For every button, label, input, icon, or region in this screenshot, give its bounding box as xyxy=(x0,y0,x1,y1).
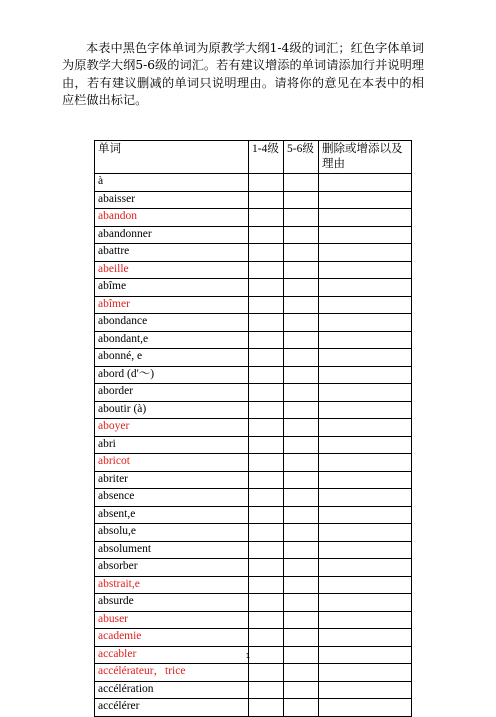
remarks-cell[interactable] xyxy=(319,506,412,524)
word-cell: absent,e xyxy=(95,506,249,524)
level-5-6-cell[interactable] xyxy=(284,436,319,454)
word-cell: abandon xyxy=(95,209,249,227)
level-5-6-cell[interactable] xyxy=(284,279,319,297)
level-1-4-cell[interactable] xyxy=(249,209,284,227)
table-row xyxy=(95,174,412,192)
page-number: 1 xyxy=(245,652,251,660)
table-row xyxy=(95,576,412,594)
remarks-cell[interactable] xyxy=(319,226,412,244)
word-cell: abri xyxy=(95,436,249,454)
level-1-4-cell[interactable] xyxy=(249,506,284,524)
level-5-6-cell[interactable] xyxy=(284,594,319,612)
word-cell: aboyer xyxy=(95,419,249,437)
level-5-6-cell[interactable] xyxy=(284,209,319,227)
level-5-6-cell[interactable] xyxy=(284,401,319,419)
remarks-cell[interactable] xyxy=(319,471,412,489)
level-5-6-cell[interactable] xyxy=(284,471,319,489)
level-1-4-cell[interactable] xyxy=(249,594,284,612)
level-5-6-cell[interactable] xyxy=(284,349,319,367)
table-row xyxy=(95,541,412,559)
table-row xyxy=(95,226,412,244)
level-1-4-cell[interactable] xyxy=(249,384,284,402)
remarks-cell[interactable] xyxy=(319,559,412,577)
remarks-cell[interactable] xyxy=(319,436,412,454)
level-5-6-cell[interactable] xyxy=(284,629,319,647)
word-cell: abriter xyxy=(95,471,249,489)
word-cell: abattre xyxy=(95,244,249,262)
word-cell: abuser xyxy=(95,611,249,629)
table-row xyxy=(95,506,412,524)
table-row xyxy=(95,664,412,682)
table-row xyxy=(95,314,412,332)
table-row xyxy=(95,366,412,384)
table-row xyxy=(95,471,412,489)
table-row xyxy=(95,524,412,542)
word-cell: aboutir (à) xyxy=(95,401,249,419)
word-cell: abord (d'～) xyxy=(95,366,249,384)
word-cell: absorber xyxy=(95,559,249,577)
table-row xyxy=(95,489,412,507)
word-cell: accabler xyxy=(95,646,249,664)
remarks-cell[interactable] xyxy=(319,629,412,647)
level-5-6-cell[interactable] xyxy=(284,419,319,437)
table-row xyxy=(95,384,412,402)
level-5-6-cell[interactable] xyxy=(284,664,319,682)
level-1-4-cell[interactable] xyxy=(249,611,284,629)
table-row xyxy=(95,594,412,612)
table-row xyxy=(95,401,412,419)
level-1-4-cell[interactable] xyxy=(249,699,284,717)
word-cell: academie xyxy=(95,629,249,647)
word-cell: absolu,e xyxy=(95,524,249,542)
remarks-cell[interactable] xyxy=(319,191,412,209)
word-cell: abandonner xyxy=(95,226,249,244)
level-1-4-cell[interactable] xyxy=(249,244,284,262)
remarks-cell[interactable] xyxy=(319,279,412,297)
remarks-cell[interactable] xyxy=(319,524,412,542)
table-header-row xyxy=(95,141,412,174)
level-5-6-cell[interactable] xyxy=(284,506,319,524)
remarks-cell[interactable] xyxy=(319,489,412,507)
remarks-cell[interactable] xyxy=(319,576,412,594)
table-row xyxy=(95,331,412,349)
table-row xyxy=(95,209,412,227)
level-5-6-cell[interactable] xyxy=(284,541,319,559)
table-row xyxy=(95,296,412,314)
level-5-6-cell[interactable] xyxy=(284,454,319,472)
table-row xyxy=(95,436,412,454)
level-5-6-cell[interactable] xyxy=(284,681,319,699)
remarks-cell[interactable] xyxy=(319,296,412,314)
level-5-6-cell[interactable] xyxy=(284,191,319,209)
level-5-6-cell[interactable] xyxy=(284,226,319,244)
level-5-6-cell[interactable] xyxy=(284,576,319,594)
level-1-4-cell[interactable] xyxy=(249,191,284,209)
word-cell: abîme xyxy=(95,279,249,297)
remarks-cell[interactable] xyxy=(319,664,412,682)
level-1-4-cell[interactable] xyxy=(249,576,284,594)
level-1-4-cell[interactable] xyxy=(249,541,284,559)
word-cell: absurde xyxy=(95,594,249,612)
level-1-4-cell[interactable] xyxy=(249,401,284,419)
header-word: 单词 xyxy=(95,141,249,174)
word-cell: abaisser xyxy=(95,191,249,209)
remarks-cell[interactable] xyxy=(319,349,412,367)
remarks-cell[interactable] xyxy=(319,174,412,192)
table-row xyxy=(95,454,412,472)
remarks-cell[interactable] xyxy=(319,314,412,332)
level-5-6-cell[interactable] xyxy=(284,261,319,279)
level-5-6-cell[interactable] xyxy=(284,331,319,349)
level-5-6-cell[interactable] xyxy=(284,524,319,542)
remarks-cell[interactable] xyxy=(319,594,412,612)
table-row xyxy=(95,419,412,437)
word-cell: à xyxy=(95,174,249,192)
header-level-5-6: 5-6级 xyxy=(284,141,319,174)
word-cell: abondant,e xyxy=(95,331,249,349)
intro-paragraph: 本表中黑色字体单词为原教学大纲1-4级的词汇；红色字体单词为原教学大纲5-6级的词汇。若有建议增添的单词请添加行并说明理由，若有建议删减的单词只说明理由。请将你的意见在本表中的相应栏做出标记。 xyxy=(62,41,424,108)
level-1-4-cell[interactable] xyxy=(249,366,284,384)
remarks-cell[interactable] xyxy=(319,366,412,384)
level-1-4-cell[interactable] xyxy=(249,174,284,192)
level-1-4-cell[interactable] xyxy=(249,454,284,472)
level-5-6-cell[interactable] xyxy=(284,174,319,192)
word-cell: abricot xyxy=(95,454,249,472)
word-cell: absence xyxy=(95,489,249,507)
level-5-6-cell[interactable] xyxy=(284,384,319,402)
table-row xyxy=(95,629,412,647)
remarks-cell[interactable] xyxy=(319,401,412,419)
level-1-4-cell[interactable] xyxy=(249,559,284,577)
table-row xyxy=(95,261,412,279)
header-level-1-4: 1-4级 xyxy=(249,141,284,174)
remarks-cell[interactable] xyxy=(319,209,412,227)
level-1-4-cell[interactable] xyxy=(249,629,284,647)
level-1-4-cell[interactable] xyxy=(249,436,284,454)
remarks-cell[interactable] xyxy=(319,699,412,717)
level-1-4-cell[interactable] xyxy=(249,471,284,489)
word-cell: abstrait,e xyxy=(95,576,249,594)
level-5-6-cell[interactable] xyxy=(284,296,319,314)
level-1-4-cell[interactable] xyxy=(249,296,284,314)
level-1-4-cell[interactable] xyxy=(249,349,284,367)
remarks-cell[interactable] xyxy=(319,454,412,472)
remarks-cell[interactable] xyxy=(319,611,412,629)
level-5-6-cell[interactable] xyxy=(284,366,319,384)
remarks-cell[interactable] xyxy=(319,331,412,349)
remarks-cell[interactable] xyxy=(319,261,412,279)
word-cell: abondance xyxy=(95,314,249,332)
level-1-4-cell[interactable] xyxy=(249,261,284,279)
level-5-6-cell[interactable] xyxy=(284,699,319,717)
table-body xyxy=(95,174,412,717)
remarks-cell[interactable] xyxy=(319,419,412,437)
table-row xyxy=(95,681,412,699)
remarks-cell[interactable] xyxy=(319,384,412,402)
table-row xyxy=(95,559,412,577)
level-1-4-cell[interactable] xyxy=(249,314,284,332)
level-1-4-cell[interactable] xyxy=(249,489,284,507)
word-cell: aborder xyxy=(95,384,249,402)
word-cell: abeille xyxy=(95,261,249,279)
table-row xyxy=(95,349,412,367)
remarks-cell[interactable] xyxy=(319,244,412,262)
level-5-6-cell[interactable] xyxy=(284,489,319,507)
word-cell: abonné, e xyxy=(95,349,249,367)
word-cell: accélération xyxy=(95,681,249,699)
level-1-4-cell[interactable] xyxy=(249,419,284,437)
level-5-6-cell[interactable] xyxy=(284,244,319,262)
table-row xyxy=(95,699,412,717)
level-5-6-cell[interactable] xyxy=(284,314,319,332)
level-1-4-cell[interactable] xyxy=(249,681,284,699)
level-1-4-cell[interactable] xyxy=(249,279,284,297)
level-1-4-cell[interactable] xyxy=(249,664,284,682)
level-1-4-cell[interactable] xyxy=(249,226,284,244)
table-row xyxy=(95,244,412,262)
header-remarks: 删除或增添以及理由 xyxy=(319,141,412,174)
table-row xyxy=(95,279,412,297)
level-5-6-cell[interactable] xyxy=(284,559,319,577)
table-row xyxy=(95,611,412,629)
table-row xyxy=(95,191,412,209)
word-cell: absolument xyxy=(95,541,249,559)
word-cell: accélérateur，trice xyxy=(95,664,249,682)
remarks-cell[interactable] xyxy=(319,541,412,559)
level-1-4-cell[interactable] xyxy=(249,331,284,349)
word-cell: abîmer xyxy=(95,296,249,314)
word-cell: accélérer xyxy=(95,699,249,717)
level-1-4-cell[interactable] xyxy=(249,524,284,542)
vocabulary-table xyxy=(94,140,412,717)
level-5-6-cell[interactable] xyxy=(284,611,319,629)
remarks-cell[interactable] xyxy=(319,681,412,699)
